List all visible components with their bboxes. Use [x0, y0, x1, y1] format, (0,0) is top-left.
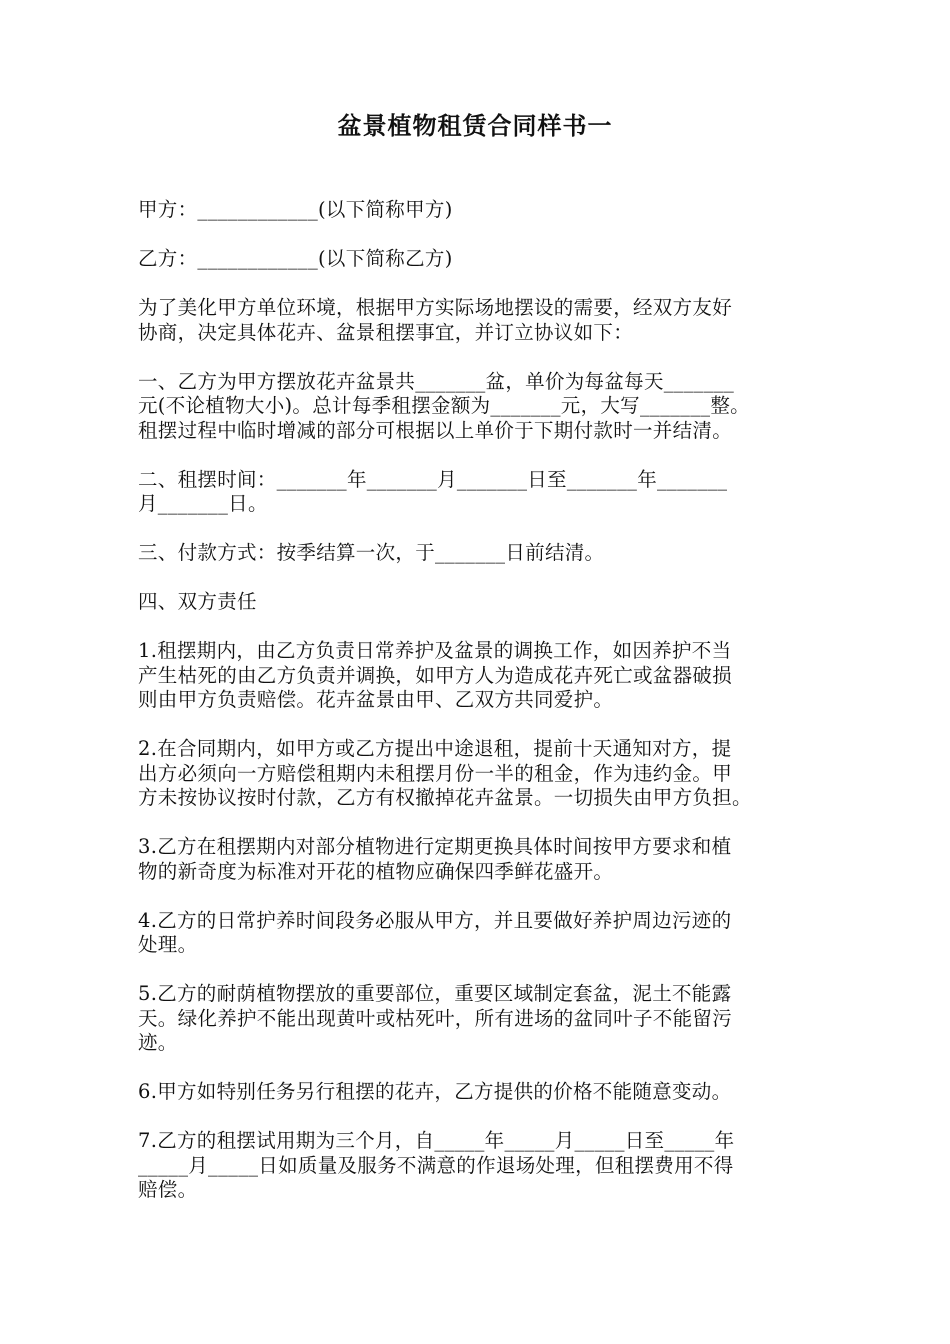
text-line: 天。绿化养护不能出现黄叶或枯死叶，所有进场的盆同叶子不能留污: [138, 1006, 733, 1030]
text-line: 4.乙方的日常护养时间段务必服从甲方，并且要做好养护周边污迹的: [138, 908, 732, 932]
text-line: 迹。: [138, 1031, 178, 1054]
preamble-paragraph: [138, 296, 828, 345]
document-body: [138, 198, 828, 1227]
party-b-line: [138, 247, 828, 272]
text-line: 甲方：____________(以下简称甲方): [138, 198, 453, 221]
text-line: 租摆过程中临时增减的部分可根据以上单价于下期付款时一并结清。: [138, 418, 733, 442]
text-line: 元(不论植物大小)。总计每季租摆金额为_______元，大写_______整。: [138, 394, 750, 417]
text-line: 四、双方责任: [138, 590, 257, 613]
clause-4-heading: [138, 590, 828, 615]
text-line: 月_______日。: [138, 492, 268, 515]
text-line: 出方必须向一方赔偿租期内未租摆月份一半的租金，作为违约金。甲: [138, 761, 733, 785]
text-line: 方未按协议按时付款，乙方有权撤掉花卉盆景。一切损失由甲方负担。: [138, 786, 752, 809]
text-line: 赔偿。: [138, 1178, 198, 1201]
clause-2-paragraph: [138, 468, 828, 517]
text-line: _____月_____日如质量及服务不满意的作退场处理，但租摆费用不得: [138, 1153, 734, 1177]
party-a-line: [138, 198, 828, 223]
text-line: 一、乙方为甲方摆放花卉盆景共_______盆，单价为每盆每天_______: [138, 369, 735, 393]
text-line: 产生枯死的由乙方负责并调换，如甲方人为造成花卉死亡或盆器破损: [138, 663, 733, 687]
text-line: 则由甲方负责赔偿。花卉盆景由甲、乙双方共同爱护。: [138, 688, 614, 711]
item-2-paragraph: [138, 737, 828, 811]
text-line: 1.租摆期内，由乙方负责日常养护及盆景的调换工作，如因养护不当: [138, 639, 732, 662]
item-5-paragraph: [138, 982, 828, 1056]
text-line: 6.甲方如特别任务另行租摆的花卉，乙方提供的价格不能随意变动。: [138, 1080, 732, 1103]
text-line: 协商，决定具体花卉、盆景租摆事宜，并订立协议如下：: [138, 320, 634, 344]
item-1-paragraph: [138, 639, 828, 713]
item-3-paragraph: [138, 835, 828, 884]
text-line: 3.乙方在租摆期内对部分植物进行定期更换具体时间按甲方要求和植: [138, 835, 732, 858]
item-6-paragraph: [138, 1080, 828, 1105]
text-line: 处理。: [138, 933, 198, 956]
text-line: 为了美化甲方单位环境，根据甲方实际场地摆设的需要，经双方友好: [138, 296, 733, 319]
text-line: 二、租摆时间：_______年_______月_______日至_______年_______: [138, 467, 728, 491]
text-line: 乙方：____________(以下简称乙方): [138, 247, 453, 270]
item-7-paragraph: [138, 1129, 828, 1203]
text-line: 三、付款方式：按季结算一次，于_______日前结清。: [138, 541, 605, 564]
text-line: 5.乙方的耐荫植物摆放的重要部位，重要区域制定套盆，泥土不能露: [138, 982, 732, 1005]
text-line: 物的新奇度为标准对开花的植物应确保四季鲜花盛开。: [138, 859, 614, 883]
clause-3-paragraph: [138, 541, 828, 566]
item-4-paragraph: [138, 909, 828, 958]
text-line: 2.在合同期内，如甲方或乙方提出中途退租，提前十天通知对方，提: [138, 737, 732, 760]
clause-1-paragraph: [138, 370, 828, 444]
document-title: 盆景植物租赁合同样书一: [337, 112, 613, 140]
text-line: 7.乙方的租摆试用期为三个月，自_____年_____月_____日至_____年: [138, 1129, 735, 1152]
